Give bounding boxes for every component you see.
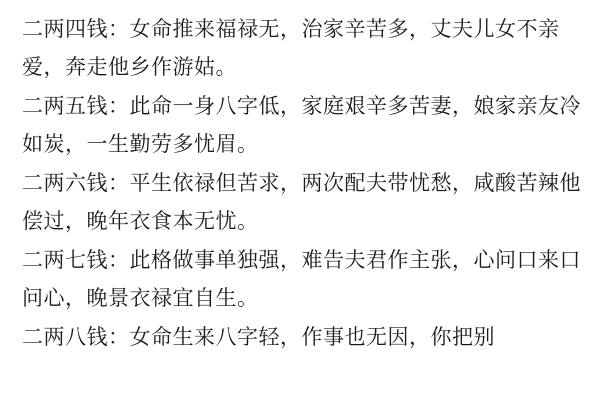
paragraph-er-liang-ba-qian: 二两八钱：女命生来八字轻，作事也无因，你把别	[22, 325, 495, 349]
paragraph-er-liang-qi-qian: 二两七钱：此格做事单独强，难告夫君作主张，心问口来口问心，晚景衣禄宜自生。	[22, 248, 581, 310]
paragraph-er-liang-si-qian: 二两四钱：女命推来福禄无，治家辛苦多，丈夫儿女不亲爱，奔走他乡作游姑。	[22, 17, 560, 79]
paragraph-er-liang-wu-qian: 二两五钱：此命一身八字低，家庭艰辛多苦妻，娘家亲友冷如炭，一生勤劳多忧眉。	[22, 94, 581, 156]
paragraph-er-liang-liu-qian: 二两六钱：平生依禄但苦求，两次配夫带忧愁，咸酸苦辣他偿过，晚年衣食本无忧。	[22, 171, 581, 233]
